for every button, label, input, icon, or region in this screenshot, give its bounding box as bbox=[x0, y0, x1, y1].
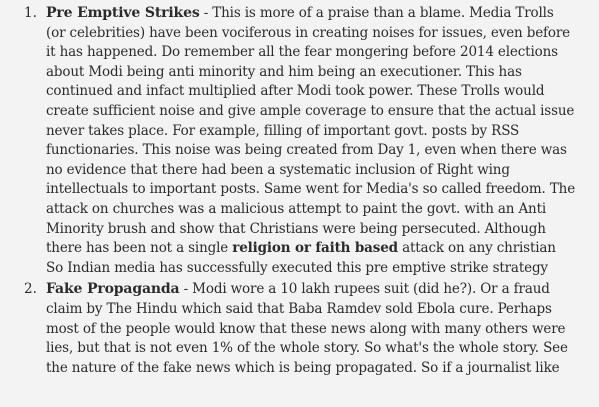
heading-continuation: - Modi wore a 10 lakh rupees suit (did he?). Or a fraud bbox=[179, 281, 550, 298]
text-run: attack on any christian bbox=[397, 240, 556, 257]
paragraph-line: lies, but that is not even 1% of the whole story. So what's the whole story. See bbox=[46, 340, 568, 357]
paragraph-line bbox=[46, 4, 599, 24]
paragraph-line: attack on churches was a malicious attempt to paint the govt. with an Anti bbox=[46, 200, 547, 217]
paragraph-line: intellectuals to important posts. Same went for Media's so called freedom. The bbox=[46, 181, 576, 198]
paragraph-line bbox=[46, 280, 599, 300]
paragraph-line: most of the people would know that these news along with many others were bbox=[46, 320, 566, 337]
paragraph-line: continued and infact multiplied after Modi took power. These Trolls would bbox=[46, 83, 545, 100]
text-run: there has been not a single bbox=[46, 240, 233, 257]
paragraph-line: about Modi being anti minority and him being an executioner. This has bbox=[46, 63, 522, 80]
paragraph-line: So Indian media has successfully executed this pre emptive strike strategy bbox=[46, 259, 548, 276]
paragraph-line: never takes place. For example, filling of important govt. posts by RSS bbox=[46, 122, 520, 139]
list-item bbox=[0, 280, 599, 378]
numbered-list bbox=[0, 4, 599, 380]
heading-continuation: - This is more of a praise than a blame. Media Trolls bbox=[199, 5, 554, 21]
list-item bbox=[0, 4, 599, 278]
paragraph-line bbox=[46, 239, 599, 259]
bold-phrase: religion or faith based bbox=[232, 240, 398, 257]
paragraph-line: create sufficient noise and give ample coverage to ensure that the actual issue bbox=[46, 102, 575, 119]
item-heading: Fake Propaganda bbox=[46, 281, 180, 298]
paragraph-line: Minority brush and show that Christians were being persecuted. Although bbox=[46, 220, 546, 237]
paragraph-line: functionaries. This noise was being created from Day 1, even when there was bbox=[46, 142, 567, 159]
paragraph-line: it has happened. Do remember all the fear mongering before 2014 elections bbox=[46, 44, 558, 61]
item-heading: Pre Emptive Strikes bbox=[46, 5, 200, 21]
paragraph-line: claim by The Hindu which said that Baba Ramdev sold Ebola cure. Perhaps bbox=[46, 300, 552, 317]
list-number: 1. bbox=[24, 5, 37, 21]
paragraph-line: (or celebrities) have been vociferous in creating noises for issues, even before bbox=[46, 24, 571, 41]
list-number: 2. bbox=[24, 281, 37, 298]
paragraph-line: the nature of the fake news which is being propagated. So if a journalist like bbox=[46, 359, 560, 376]
paragraph-line: no evidence that there had been a systematic inclusion of Right wing bbox=[46, 161, 510, 178]
